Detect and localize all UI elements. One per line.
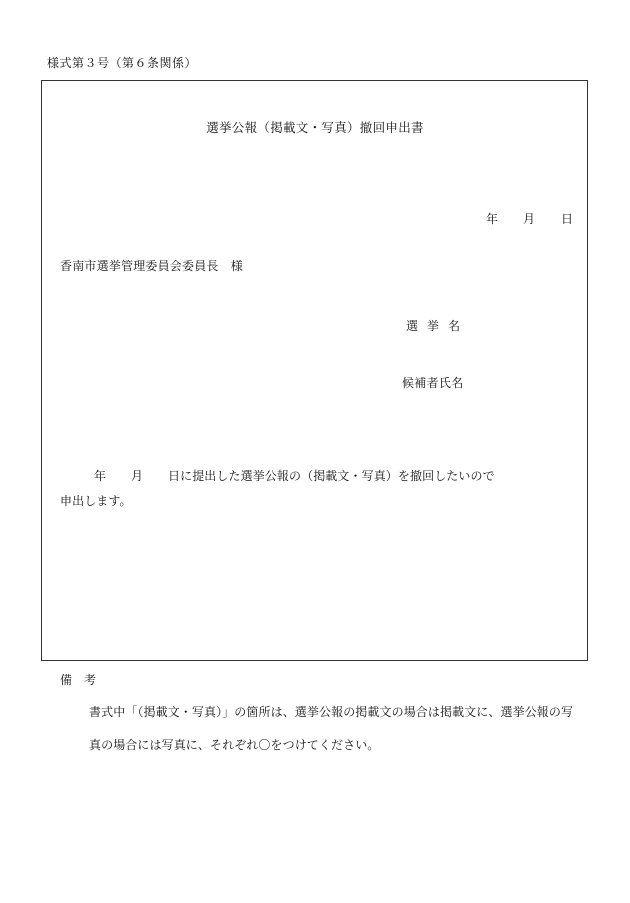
- form-number: 様式第３号（第６条関係）: [47, 56, 198, 70]
- remarks-text-line-2: 真の場合には写真に、それぞれ〇をつけてください。: [89, 738, 380, 752]
- body-month-label: 月: [131, 469, 144, 483]
- form-box: [41, 80, 588, 661]
- candidate-name-label: 候補者氏名: [402, 376, 464, 390]
- body-text-line-2: 申出します。: [60, 494, 132, 508]
- body-text-line-1: 日に提出した選挙公報の（掲載文・写真）を撤回したいので: [168, 469, 495, 483]
- remarks-heading: 備考: [60, 673, 109, 687]
- remarks-text-line-1: 書式中「（掲載文・写真）」の箇所は、選挙公報の掲載文の場合は掲載文に、選挙公報の写: [89, 705, 574, 719]
- election-name-label: 選挙名: [406, 319, 470, 333]
- date-month-label: 月: [523, 212, 536, 226]
- date-year-label: 年: [486, 212, 499, 226]
- date-day-label: 日: [561, 212, 574, 226]
- body-year-label: 年: [94, 469, 107, 483]
- document-title: 選挙公報（掲載文・写真）撤回申出書: [206, 120, 424, 135]
- addressee: 香南市選挙管理委員会委員長 様: [60, 259, 244, 273]
